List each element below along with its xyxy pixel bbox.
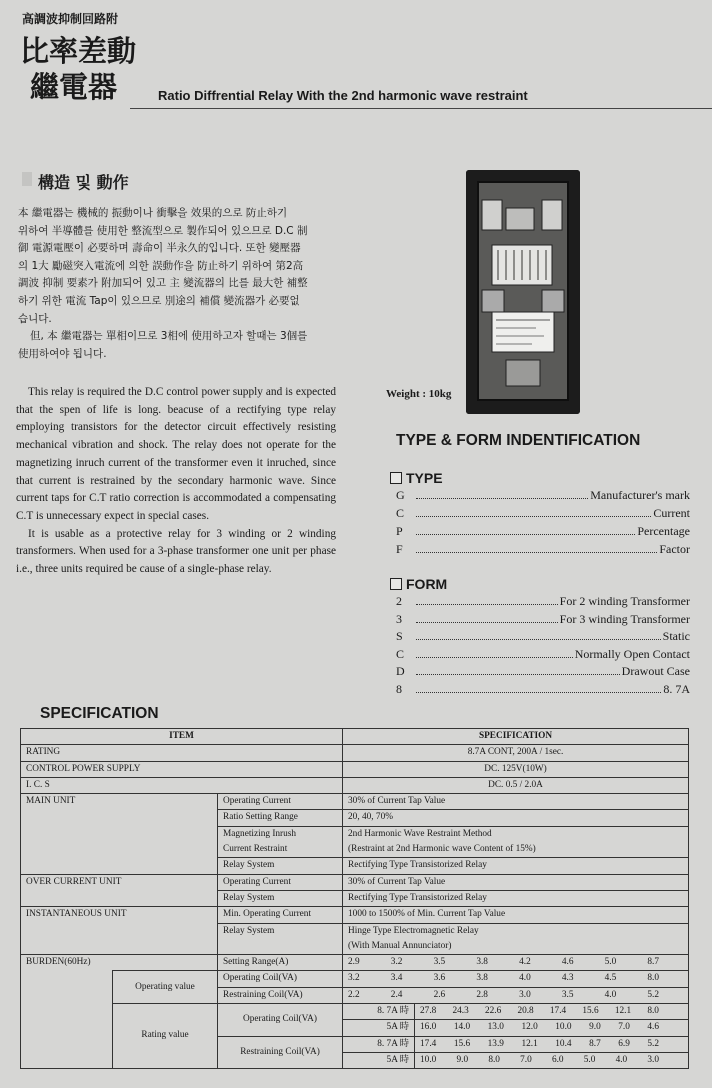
value-cell: 5.0 <box>604 957 617 968</box>
table-row <box>21 874 689 890</box>
value-cell: 3.0 <box>647 1054 659 1065</box>
value-cell: 7.0 <box>618 1022 630 1033</box>
sub-value: 1000 to 1500% of Min. Current Tap Value <box>343 907 689 923</box>
value-cell: 3.5 <box>433 957 446 968</box>
value-cell: 3.4 <box>390 973 403 984</box>
ko-line: 調波 抑制 要素가 附加되어 있고 主 變流器의 比를 最大한 補整 <box>18 277 308 290</box>
form-list <box>396 594 690 699</box>
value-cell: 12.1 <box>521 1038 538 1049</box>
identification-heading: TYPE & FORM INDENTIFICATION <box>396 432 641 449</box>
type-code: F <box>396 542 403 556</box>
type-desc: Percentage <box>637 524 690 538</box>
row-label: RATING <box>21 745 343 761</box>
form-code: C <box>396 646 405 661</box>
burden-values <box>415 1004 689 1020</box>
value-cell: 17.4 <box>549 1006 567 1017</box>
sub-item: Operating Coil(VA) <box>218 971 343 987</box>
table-row <box>21 761 689 777</box>
form-code: 8 <box>396 681 402 696</box>
value-cell: 14.0 <box>453 1022 471 1033</box>
burden-values <box>415 1020 689 1036</box>
value-cell: 9.0 <box>456 1054 469 1065</box>
value-cell: 3.8 <box>476 973 488 984</box>
sub-value: 20, 40, 70% <box>343 810 689 826</box>
form-code: 3 <box>396 611 402 626</box>
form-subheading <box>390 576 447 592</box>
value-cell: 8.0 <box>647 973 660 984</box>
column-header-item: ITEM <box>21 729 343 745</box>
row-value: DC. 125V(10W) <box>343 761 689 777</box>
korean-description <box>18 205 338 363</box>
list-item <box>396 594 690 612</box>
table-row <box>21 971 689 987</box>
sub-item <box>218 939 343 955</box>
type-list <box>396 488 690 560</box>
value-cell: 2.9 <box>348 957 360 968</box>
value-cell: 6.0 <box>551 1054 564 1065</box>
value-cell: 3.5 <box>561 989 574 1000</box>
values-row <box>348 988 683 1003</box>
sub-value: 2nd Harmonic Wave Restraint Method <box>343 826 689 842</box>
form-desc: 8. 7A <box>663 681 690 696</box>
list-item <box>396 524 690 542</box>
list-item <box>396 506 690 524</box>
value-cell: 12.1 <box>614 1006 632 1017</box>
value-cell: 13.0 <box>487 1022 504 1033</box>
value-cell: 8.7 <box>647 957 660 968</box>
en-paragraph-1: This relay is required the D.C control power supply and is expected that the spen of life is long. beacuse of a rectifying type relay employing transistors for the detector circuit effectively resisting mechanical vibration and shock. The relay does not operate for the magnetizing inruch current of the transformer even it inruched, since that current is restrained by the secondary harmonic wave. Since current taps for C.T ratio correction is accommodated a compensating C.T is unnecessary expect in special cases. <box>16 386 336 522</box>
list-item <box>396 612 690 630</box>
value-cell: 2.8 <box>476 989 488 1000</box>
value-cell: 4.0 <box>615 1054 628 1065</box>
ko-line: 하기 위한 電流 Tap이 있으므로 別途의 補償 變流器가 必要없 <box>18 294 300 307</box>
sub-item: Restraining Coil(VA) <box>218 1036 343 1069</box>
values-row <box>420 1053 683 1068</box>
ko-line: 위하여 半導體를 使用한 整流型으로 製作되어 있으므로 D.C 制 <box>18 224 308 237</box>
value-cell: 20.8 <box>517 1006 534 1017</box>
value-cell: 3.6 <box>433 973 446 984</box>
value-cell: 2.4 <box>390 989 403 1000</box>
dot-leader <box>416 516 651 517</box>
value-cell: 4.6 <box>561 957 574 968</box>
dot-leader <box>416 622 558 623</box>
value-cell: 7.0 <box>520 1054 532 1065</box>
table-row <box>21 1004 689 1020</box>
english-description <box>16 384 336 579</box>
sub-item: Operating Coil(VA) <box>218 1004 343 1037</box>
condition-cell: 5A 時 <box>343 1052 415 1068</box>
burden-values <box>343 971 689 987</box>
dot-leader <box>416 657 573 658</box>
form-desc: Drawout Case <box>621 664 690 678</box>
relay-illustration <box>466 170 580 414</box>
value-cell: 8.0 <box>647 1006 659 1017</box>
burden-values <box>415 1052 689 1068</box>
ko-line: 御 電源電壓이 必要하며 壽命이 半永久的입니다. 또한 變壓器 <box>18 242 301 255</box>
dot-leader <box>416 552 657 553</box>
subtitle-korean: 高調波抑制回路附 <box>22 12 119 26</box>
value-cell: 5.2 <box>647 1038 660 1049</box>
value-cell: 15.6 <box>453 1038 471 1049</box>
value-cell: 24.3 <box>452 1006 469 1017</box>
type-label: TYPE <box>406 470 443 486</box>
values-row <box>348 955 683 970</box>
title-korean-line1: 比率差動 <box>20 34 137 68</box>
values-row <box>420 1004 683 1019</box>
sub-item: Relay System <box>218 923 343 939</box>
value-cell: 10.0 <box>555 1022 572 1033</box>
specification-heading: SPECIFICATION <box>40 705 159 722</box>
checkbox-icon <box>390 472 402 484</box>
value-cell: 22.6 <box>484 1006 502 1017</box>
type-desc: Manufacturer's mark <box>590 488 690 502</box>
value-cell: 4.5 <box>604 973 617 984</box>
values-row <box>420 1020 683 1035</box>
group-label: MAIN UNIT <box>21 794 218 874</box>
form-label: FORM <box>406 576 448 592</box>
dot-leader <box>416 639 661 640</box>
row-value: 8.7A CONT, 200A / 1sec. <box>343 745 689 761</box>
sub-item: Relay System <box>218 858 343 874</box>
value-cell: 2.6 <box>433 989 446 1000</box>
value-cell: 5.2 <box>647 989 660 1000</box>
rating-value-label: Rating value <box>113 1004 218 1069</box>
sub-value: Rectifying Type Transistorized Relay <box>343 890 689 906</box>
structure-heading: 構造 및 動作 <box>38 173 129 192</box>
ko-line: 의 1大 勵磁突入電流에 의한 誤動作을 防止하기 위하여 第2高 <box>18 259 304 272</box>
table-row <box>21 955 689 971</box>
form-code: 2 <box>396 594 402 608</box>
value-cell: 6.9 <box>618 1038 630 1049</box>
value-cell: 3.2 <box>390 957 403 968</box>
ko-line: 습니다. <box>18 312 52 325</box>
value-cell: 3.0 <box>519 989 531 1000</box>
value-cell: 8.0 <box>488 1054 500 1065</box>
sub-value: (Restraint at 2nd Harmonic wave Content of 15%) <box>343 842 689 858</box>
sub-value: Rectifying Type Transistorized Relay <box>343 858 689 874</box>
dot-leader <box>416 498 588 499</box>
sub-value: Hinge Type Electromagnetic Relay <box>343 923 689 939</box>
form-code: S <box>396 629 403 643</box>
sub-value: 30% of Current Tap Value <box>343 794 689 810</box>
value-cell: 10.4 <box>555 1038 572 1049</box>
values-row <box>420 1037 683 1052</box>
sub-item: Operating Current <box>218 874 343 890</box>
form-desc: For 3 winding Transformer <box>559 611 690 626</box>
row-label: CONTROL POWER SUPPLY <box>21 761 343 777</box>
row-label: I. C. S <box>21 777 343 793</box>
sub-item: Min. Operating Current <box>218 907 343 923</box>
table-row <box>21 907 689 923</box>
sub-item: Operating Current <box>218 794 343 810</box>
form-code: D <box>396 664 405 678</box>
dot-leader <box>416 692 661 693</box>
list-item <box>396 488 690 506</box>
type-code: P <box>396 524 403 538</box>
value-cell: 4.6 <box>647 1022 660 1033</box>
dot-leader <box>416 674 620 675</box>
value-cell: 2.2 <box>348 989 360 1000</box>
value-cell: 10.0 <box>420 1054 437 1065</box>
weight-caption: Weight : 10kg <box>386 388 452 400</box>
type-subheading <box>390 470 443 486</box>
table-row <box>21 745 689 761</box>
column-header-spec: SPECIFICATION <box>343 729 689 745</box>
value-cell: 4.2 <box>519 957 531 968</box>
value-cell: 9.0 <box>589 1022 601 1033</box>
dot-leader <box>416 604 558 605</box>
type-desc: Current <box>653 506 690 520</box>
title-english: Ratio Diffrential Relay With the 2nd harmonic wave restraint <box>158 88 528 103</box>
value-cell: 16.0 <box>420 1022 437 1033</box>
burden-values <box>343 987 689 1003</box>
section-marker-block <box>22 172 32 186</box>
condition-cell: 5A 時 <box>343 1020 415 1036</box>
burden-values <box>343 955 689 971</box>
form-desc: Normally Open Contact <box>574 646 690 661</box>
table-row <box>21 794 689 810</box>
group-label: INSTANTANEOUS UNIT <box>21 907 218 955</box>
table-header-row <box>21 729 689 745</box>
list-item <box>396 542 690 560</box>
specification-table <box>20 728 689 1069</box>
sub-item: Magnetizing Inrush <box>218 826 343 842</box>
form-desc: For 2 winding Transformer <box>559 594 690 608</box>
operating-value-label: Operating value <box>113 971 218 1004</box>
type-desc: Factor <box>659 542 690 556</box>
sub-item: Current Restraint <box>218 842 343 858</box>
value-cell: 8.7 <box>589 1038 601 1049</box>
value-cell: 4.0 <box>519 973 531 984</box>
value-cell: 5.0 <box>583 1054 596 1065</box>
sub-item: Relay System <box>218 890 343 906</box>
list-item <box>396 682 690 700</box>
ko-line: 本 繼電器는 機械的 振動이나 衝擊을 效果的으로 防止하기 <box>18 207 288 219</box>
value-cell: 27.8 <box>420 1006 437 1017</box>
title-divider <box>130 108 712 109</box>
ko-line: 使用하여야 됩니다. <box>18 347 107 360</box>
ko-line: 但, 本 繼電器는 單相이므로 3相에 使用하고자 할때는 3個를 <box>30 330 308 343</box>
value-cell: 3.8 <box>476 957 488 968</box>
value-cell: 3.2 <box>348 973 360 984</box>
group-label: OVER CURRENT UNIT <box>21 874 218 907</box>
row-value: DC. 0.5 / 2.0A <box>343 777 689 793</box>
table-row <box>21 777 689 793</box>
value-cell: 4.0 <box>604 989 617 1000</box>
checkbox-icon <box>390 578 402 590</box>
list-item <box>396 647 690 665</box>
value-cell: 15.6 <box>582 1006 599 1017</box>
form-desc: Static <box>662 629 690 643</box>
value-cell: 17.4 <box>420 1038 437 1049</box>
values-row <box>348 971 683 986</box>
list-item <box>396 664 690 682</box>
sub-item: Ratio Setting Range <box>218 810 343 826</box>
en-paragraph-2: It is usable as a protective relay for 3 winding or 2 winding transformers. When used for a 3-phase transformer one unit per phase i.e., three units required be cause of a single-phase relay. <box>16 527 336 576</box>
condition-cell: 8. 7A 時 <box>343 1004 415 1020</box>
sub-item: Setting Range(A) <box>218 955 343 971</box>
condition-cell: 8. 7A 時 <box>343 1036 415 1052</box>
burden-values <box>415 1036 689 1052</box>
value-cell: 4.3 <box>561 973 574 984</box>
list-item <box>396 629 690 647</box>
sub-value: 30% of Current Tap Value <box>343 874 689 890</box>
relay-photo <box>466 170 580 414</box>
title-korean-line2: 繼電器 <box>30 70 118 104</box>
sub-value: (With Manual Annunciator) <box>343 939 689 955</box>
value-cell: 13.9 <box>487 1038 504 1049</box>
group-label: BURDEN(60Hz) <box>21 955 113 1069</box>
spacer-cell <box>113 955 218 971</box>
dot-leader <box>416 534 635 535</box>
sub-item: Restraining Coil(VA) <box>218 987 343 1003</box>
type-code: C <box>396 506 405 520</box>
type-code: G <box>396 488 405 502</box>
value-cell: 12.0 <box>521 1022 538 1033</box>
